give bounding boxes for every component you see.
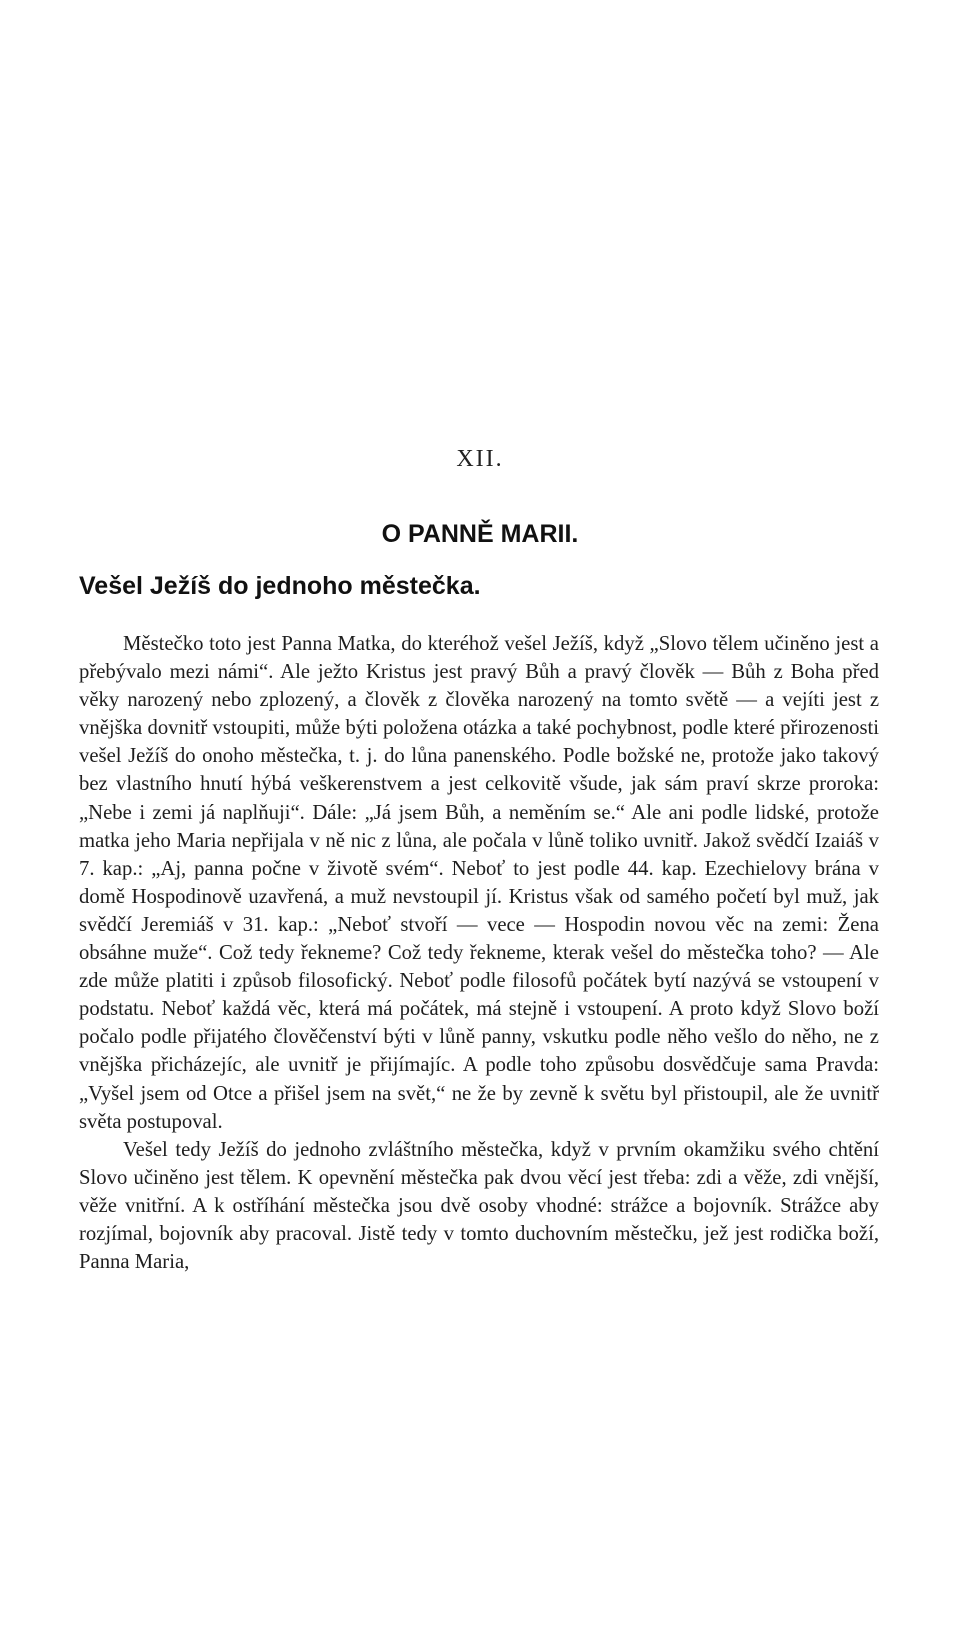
chapter-subtitle: Vešel Ježíš do jednoho městečka. [79, 572, 481, 600]
paragraph: Městečko toto jest Panna Matka, do kteréhož vešel Ježíš, když „Slovo tělem učiněno jest a přebývalo mezi námi“. Ale ježto Kristus jest pravý Bůh a pravý člověk — Bůh z Boha před věky narozený nebo zplozený, a člověk z člověka narozený na tomto světě — a vejíti jest z vnějška dovnitř vstoupiti, může býti položena otázka a také pochybnost, podle které přirozenosti vešel Ježíš do onoho městečka, t. j. do lůna panenského. Podle božské ne, protože jako takový bez vlastního hnutí hýbá veškerenstvem a jest celkovitě všude, jak sám praví skrze proroka: „Nebe i zemi já naplňuji“. Dále: „Já jsem Bůh, a neměním se.“ Ale ani podle lidské, protože matka jeho Maria nepřijala v ně nic z lůna, ale počala v lůně toliko uvnitř. Jakož svědčí Izaiáš v 7. kap.: „Aj, panna počne v životě svém“. Neboť to jest podle 44. kap. Ezechielovy brána v domě Hospodinově uzavřená, a muž nevstoupil jí. Kristus však od samého početí byl muž, jak svědčí Jeremiáš v 31. kap.: „Neboť stvoří — vece — Hospodin novou věc na zemi: Žena obsáhne muže“. Což tedy řekneme? Což tedy řekneme, kterak vešel do městečka toho? — Ale zde může platiti i způsob filosofický. Neboť podle filosofů počátek bytí nazývá se vstoupení v podstatu. Neboť každá věc, která má počátek, má stejně i vstoupení. A proto když Slovo boží počalo podle přijatého člověčenství býti v lůně panny, vskutku podle něho vešlo do něho, ne z vnějška přicházejíc, ale uvnitř je přijímajíc. A podle toho způsobu dosvědčuje sama Pravda: „Vyšel jsem od Otce a přišel jsem na svět,“ ne že by zevně k světu byl přistoupil, ale že uvnitř světa postupoval. [79, 633, 879, 1133]
body-text [79, 630, 879, 1276]
paragraph: Vešel tedy Ježíš do jednoho zvláštního městečka, když v prvním okamžiku svého chtění Slovo učiněno jest tělem. K opevnění městečka pak dvou věcí jest třeba: zdi a věže, zdi vnější, věže vnitřní. A k ostříhání městečka jsou dvě osoby vhodné: strážce a bojovník. Strážce aby rozjímal, bojovník aby pracoval. Jistě tedy v tomto duchovním městečku, jež jest rodička boží, Panna Maria, [79, 1138, 879, 1274]
chapter-number: XII. [456, 446, 504, 472]
chapter-title: O PANNĚ MARII. [381, 520, 579, 548]
